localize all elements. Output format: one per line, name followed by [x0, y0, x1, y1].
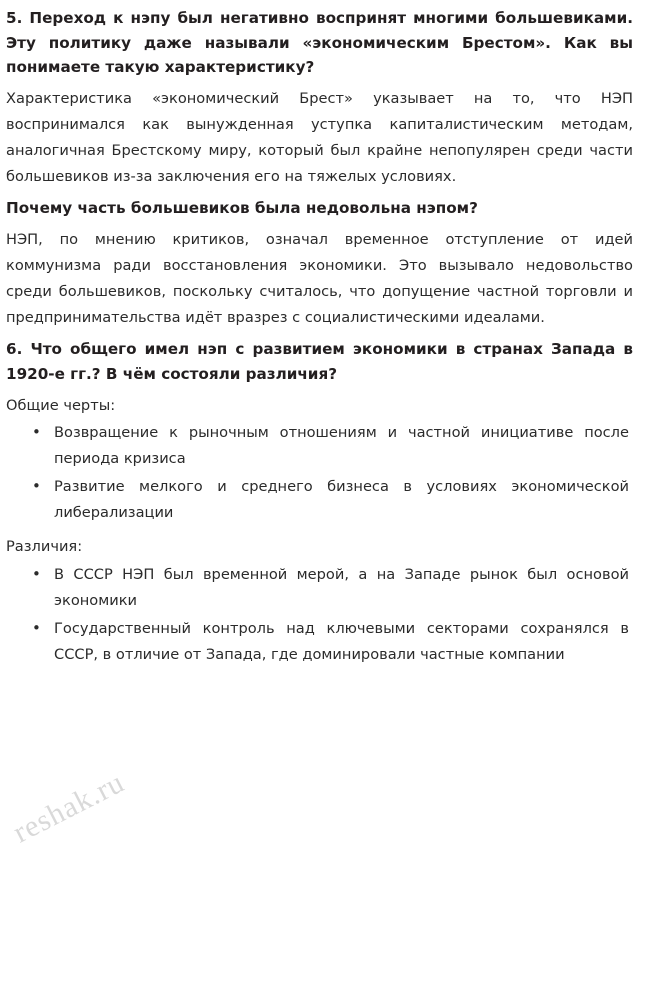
common-features-list — [6, 420, 633, 526]
question-5-heading: 5. Переход к нэпу был негативно воспринят многими большевиками. Эту политику даже называли «экономическим Брестом». Как вы понимаете такую характеристику? — [6, 9, 633, 77]
question-6-heading: 6. Что общего имел нэп с развитием экономики в странах Запада в 1920-е гг.? В чём состояли различия? — [6, 340, 633, 383]
list-item: • Развитие мелкого и среднего бизнеса в условиях экономической либерализации — [54, 474, 633, 526]
common-features-label: Общие черты: — [6, 396, 116, 414]
list-item: • Государственный контроль над ключевыми секторами сохранялся в СССР, в отличие от Запада, где доминировали частные компании — [54, 616, 633, 668]
watermark: reshak.ru — [8, 765, 130, 850]
differences-label: Различия: — [6, 538, 83, 556]
question-5-subheading: Почему часть большевиков была недовольна нэпом? — [6, 198, 478, 217]
answer-5-paragraph: Характеристика «экономический Брест» указывает на то, что НЭП воспринимался как вынужденная уступка капиталистическим методам, аналогичная Брестскому миру, который был крайне непопулярен среди части большевиков из-за заключения его на тяжелых условиях. — [6, 89, 633, 185]
list-item: • Возвращение к рыночным отношениям и частной инициативе после периода кризиса — [54, 420, 633, 472]
list-item: • В СССР НЭП был временной мерой, а на Западе рынок был основой экономики — [54, 562, 633, 614]
answer-5-sub-paragraph: НЭП, по мнению критиков, означал временное отступление от идей коммунизма ради восстановления экономики. Это вызывало недовольство среди большевиков, поскольку считалось, что допущение частной торговли и предпринимательства идёт вразрез с социалистическими идеалами. — [6, 231, 633, 327]
differences-list — [6, 562, 633, 670]
